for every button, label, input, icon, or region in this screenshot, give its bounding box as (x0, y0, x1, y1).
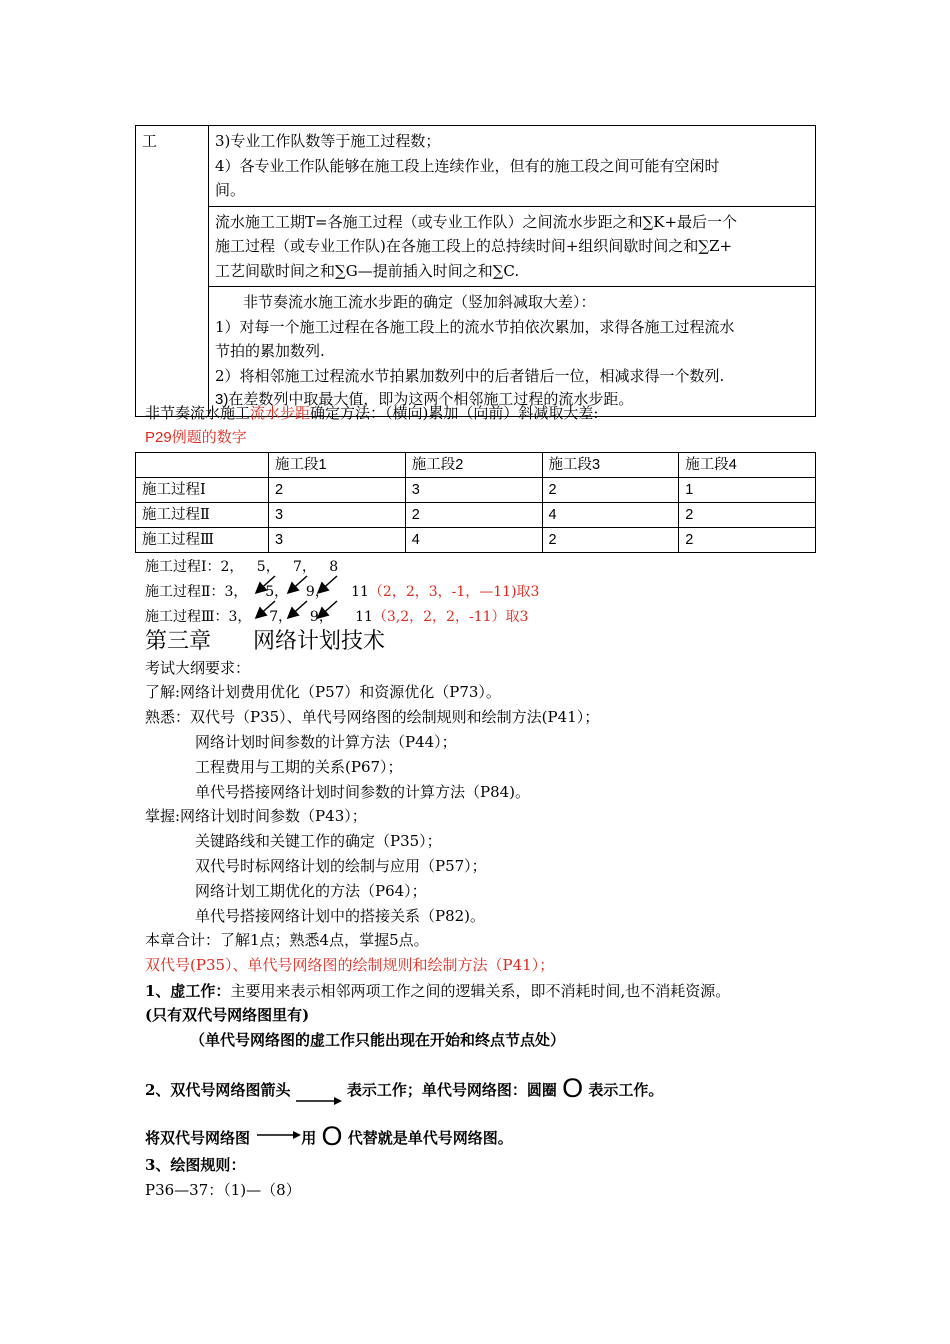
arrow-1 (257, 576, 275, 592)
summary-cell-duration (209, 206, 816, 287)
text-line: 4）各专业工作队能够在施工段上连续作业，但有的施工段之间可能有空闲时 (215, 156, 720, 175)
table-cell: 4 (405, 528, 542, 553)
master-line: 单代号搭接网络计划中的搭接关系（P82)。 (195, 907, 486, 925)
method-line (145, 403, 598, 423)
row-label: 施工过程Ⅲ (136, 528, 269, 553)
header-cell (136, 453, 269, 478)
point-1-text: 主要用来表示相邻两项工作之间的逻辑关系，即不消耗时间,也不消耗资源。 (230, 982, 731, 1000)
summary-table (135, 125, 816, 417)
red-heading: 双代号(P35）、单代号网络图的绘制规则和绘制方法（P41）； (145, 956, 555, 974)
point-2-a: 2、双代号网络图箭头 (145, 1081, 291, 1099)
master-line: 网络计划工期优化的方法（P64）； (195, 882, 427, 900)
familiar-line: 工程费用与工期的关系(P67）； (195, 758, 403, 776)
chapter-title: 第三章 网络计划技术 (145, 629, 385, 654)
table-cell: 3 (269, 503, 406, 528)
outline-label: 考试大纲要求： (145, 659, 251, 677)
right-arrow-icon (296, 1085, 342, 1105)
data-table (135, 452, 816, 553)
summary-cell-features (209, 126, 816, 207)
point-2-b: 表示工作；单代号网络图：圆圈 (346, 1081, 557, 1099)
point-3-c: 代替就是单代号网络图。 (347, 1129, 513, 1147)
arrow-5 (289, 601, 307, 617)
method-suffix: 确定方法：（横向)累加（向前）斜减取大差: (310, 404, 599, 422)
point-4: 3、绘图规则： (145, 1156, 246, 1174)
calc-row-2-result: （2，2，3，-1，—11)取3 (368, 584, 540, 600)
table-cell: 2 (542, 478, 679, 503)
point-3 (145, 1121, 513, 1151)
point-2-c: 表示工作。 (588, 1081, 664, 1099)
point-2 (145, 1073, 664, 1105)
circle-node-icon: O (562, 1073, 584, 1103)
point-5: P36—37：（1)—（8） (145, 1181, 301, 1199)
example-label: P29例题的数字 (145, 429, 247, 446)
text-line: 2）将相邻施工过程流水节拍累加数列中的后者错后一位，相减求得一个数列. (215, 366, 725, 385)
point-1-note2: （单代号网络图的虚工作只能出现在开始和终点节点处） (190, 1031, 566, 1049)
arrow-6 (319, 601, 337, 617)
point-1-note: (只有双代号网络图里有) (145, 1006, 310, 1024)
row-label: 施工过程Ⅰ (136, 478, 269, 503)
master-line: 关键路线和关键工作的确定（P35）； (195, 832, 442, 850)
calc-row-2-values: 施工过程Ⅱ：3， 5， 9， 11 (145, 584, 369, 600)
table-cell: 3 (269, 528, 406, 553)
table-row (136, 503, 816, 528)
text-line: 间。 (215, 181, 246, 199)
method-highlight: 流水步距 (250, 404, 311, 422)
table-row (136, 478, 816, 503)
arrow-4 (257, 601, 275, 617)
point-3-b: 用 (301, 1129, 317, 1147)
text-line: 3)专业工作队数等于施工过程数； (215, 132, 441, 150)
header-cell: 施工段1 (269, 453, 406, 478)
text-line: 非节奏流水施工流水步距的确定（竖加斜减取大差）： (243, 293, 596, 311)
point-3-a: 将双代号网络图 (145, 1129, 251, 1147)
familiar-line: 单代号搭接网络计划时间参数的计算方法（P84)。 (195, 783, 531, 801)
total-line: 本章合计：了解1点；熟悉4点，掌握5点。 (145, 931, 429, 949)
table-cell: 3 (405, 478, 542, 503)
table-cell: 2 (679, 503, 816, 528)
summary-left-cell: 工 (136, 126, 209, 417)
master-line: 双代号时标网络计划的绘制与应用（P57）； (195, 857, 487, 875)
text-line: 施工过程（或专业工作队)在各施工段上的总持续时间+组织间歇时间之和∑Z+ (215, 237, 733, 255)
text-line: 节拍的累加数列. (215, 342, 325, 360)
arrow-2 (289, 576, 307, 592)
diagonal-arrows-row2 (245, 570, 355, 625)
table-cell: 2 (679, 528, 816, 553)
right-arrow-icon (255, 1125, 301, 1145)
familiar-line: 网络计划时间参数的计算方法（P44）； (195, 733, 457, 751)
header-cell: 施工段2 (405, 453, 542, 478)
table-cell: 2 (269, 478, 406, 503)
calc-row-1: 施工过程Ⅰ：2， 5， 7， 8 (145, 559, 339, 575)
summary-cell-step (209, 287, 816, 417)
text-line: 工艺间歇时间之和∑G—提前插入时间之和∑C. (215, 261, 520, 280)
text-line: 3)在差数列中取最大值，即为这两个相邻施工过程的流水步距。 (215, 391, 634, 408)
arrow-3 (319, 576, 337, 592)
point-1 (145, 981, 730, 1001)
table-cell: 2 (405, 503, 542, 528)
header-cell: 施工段3 (542, 453, 679, 478)
circle-node-icon: O (321, 1121, 343, 1151)
calc-row-3-values: 施工过程Ⅲ：3， 7， 9， 11 (145, 609, 373, 625)
header-cell: 施工段4 (679, 453, 816, 478)
row-label: 施工过程Ⅱ (136, 503, 269, 528)
table-cell: 1 (679, 478, 816, 503)
understand-line: 了解:网络计划费用优化（P57）和资源优化（P73）。 (145, 683, 501, 701)
table-cell: 4 (542, 503, 679, 528)
table-row (136, 528, 816, 553)
method-prefix: 非节奏流水施工 (145, 404, 251, 422)
table-cell: 2 (542, 528, 679, 553)
text-line: 1）对每一个施工过程在各施工段上的流水节拍依次累加，求得各施工过程流水 (215, 317, 735, 336)
point-1-label: 1、虚工作： (145, 982, 231, 1000)
text-line: 流水施工工期T=各施工过程（或专业工作队）之间流水步距之和∑K+最后一个 (215, 212, 738, 231)
table-header-row (136, 453, 816, 478)
familiar-line: 熟悉：双代号（P35）、单代号网络图的绘制规则和绘制方法(P41）； (145, 708, 600, 726)
calc-row-3-result: （3,2，2，2，-11）取3 (372, 609, 529, 625)
master-line: 掌握:网络计划时间参数（P43）； (145, 807, 367, 825)
